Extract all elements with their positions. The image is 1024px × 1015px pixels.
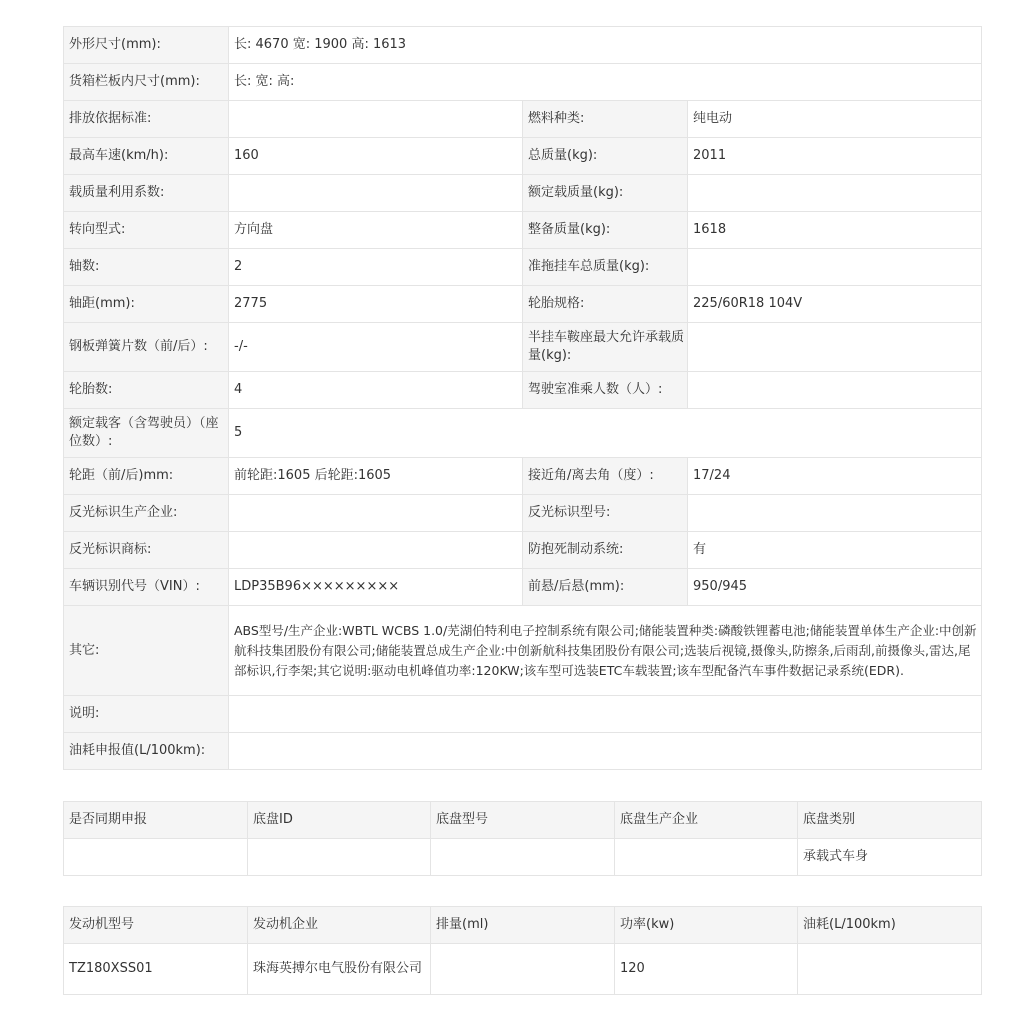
spec-value — [688, 372, 982, 409]
spec-row — [64, 495, 982, 532]
spec-row — [64, 249, 982, 286]
engine-header-cell: 油耗(L/100km) — [798, 907, 982, 944]
spec-label: 轴数: — [64, 249, 229, 286]
spec-label: 轮距（前/后)mm: — [64, 458, 229, 495]
spec-label: 轴距(mm): — [64, 286, 229, 323]
spec-value: 1618 — [688, 212, 982, 249]
fuel-value — [229, 733, 982, 770]
chassis-cell — [64, 839, 248, 876]
spec-row — [64, 175, 982, 212]
spec-label: 反光标识型号: — [523, 495, 688, 532]
spec-value — [229, 495, 523, 532]
chassis-table — [63, 801, 982, 876]
spec-row — [64, 101, 982, 138]
spec-label: 转向型式: — [64, 212, 229, 249]
engine-header-row — [64, 907, 982, 944]
chassis-cell — [615, 839, 798, 876]
spec-value: 有 — [688, 532, 982, 569]
spec-label: 最高车速(km/h): — [64, 138, 229, 175]
spec-value — [688, 249, 982, 286]
engine-cell — [798, 944, 982, 995]
other-value: ABS型号/生产企业:WBTL WCBS 1.0/芜湖伯特利电子控制系统有限公司;储能装置种类:磷酸铁锂蓄电池;储能装置单体生产企业:中创新航科技集团股份有限公司;储能装置总成生产企业:中创新航科技集团股份有限公司;选装后视镜,摄像头,防擦条,后雨刮,前摄像头,雷达,尾部标识,行李架;其它说明:驱动电机峰值功率:120KW;该车型可选装ETC车载装置;该车型配备汽车事件数据记录系统(EDR). — [229, 606, 982, 696]
spec-value — [688, 175, 982, 212]
spec-value: 4 — [229, 372, 523, 409]
cargo-label: 货箱栏板内尺寸(mm): — [64, 64, 229, 101]
engine-row — [64, 944, 982, 995]
spec-label: 驾驶室准乘人数（人）: — [523, 372, 688, 409]
spec-value: LDP35B96××××××××× — [229, 569, 523, 606]
chassis-header-cell: 底盘类别 — [798, 802, 982, 839]
spec-value: 950/945 — [688, 569, 982, 606]
spec-value: 前轮距:1605 后轮距:1605 — [229, 458, 523, 495]
spec-label: 载质量利用系数: — [64, 175, 229, 212]
dimensions-label: 外形尺寸(mm): — [64, 27, 229, 64]
seats-value: 5 — [229, 409, 982, 458]
spec-label: 前悬/后悬(mm): — [523, 569, 688, 606]
spec-row — [64, 286, 982, 323]
spec-row-cargo — [64, 64, 982, 101]
engine-header-cell: 排量(ml) — [431, 907, 615, 944]
spec-label: 反光标识生产企业: — [64, 495, 229, 532]
chassis-row — [64, 839, 982, 876]
spec-row — [64, 569, 982, 606]
dimensions-value: 长: 4670 宽: 1900 高: 1613 — [229, 27, 982, 64]
spec-value: 纯电动 — [688, 101, 982, 138]
note-label: 说明: — [64, 696, 229, 733]
spec-value: 17/24 — [688, 458, 982, 495]
chassis-header-cell: 底盘型号 — [431, 802, 615, 839]
spec-label: 额定载质量(kg): — [523, 175, 688, 212]
spec-label: 防抱死制动系统: — [523, 532, 688, 569]
spec-row-dimensions — [64, 27, 982, 64]
spec-value — [688, 323, 982, 372]
engine-cell — [431, 944, 615, 995]
spec-value — [229, 101, 523, 138]
spec-row-note — [64, 696, 982, 733]
spec-row — [64, 212, 982, 249]
spec-label: 排放依据标准: — [64, 101, 229, 138]
chassis-header-row — [64, 802, 982, 839]
engine-cell: 珠海英搏尔电气股份有限公司 — [248, 944, 431, 995]
note-value — [229, 696, 982, 733]
spec-label: 轮胎数: — [64, 372, 229, 409]
spec-label: 反光标识商标: — [64, 532, 229, 569]
spec-row — [64, 458, 982, 495]
chassis-header-cell: 底盘生产企业 — [615, 802, 798, 839]
spec-value: 2011 — [688, 138, 982, 175]
spec-label: 轮胎规格: — [523, 286, 688, 323]
spec-label: 半挂车鞍座最大允许承载质量(kg): — [523, 323, 688, 372]
spec-value — [688, 495, 982, 532]
spec-label: 准拖挂车总质量(kg): — [523, 249, 688, 286]
spec-row — [64, 372, 982, 409]
spec-row — [64, 532, 982, 569]
spec-label: 车辆识别代号（VIN）: — [64, 569, 229, 606]
engine-cell: 120 — [615, 944, 798, 995]
cargo-value: 长: 宽: 高: — [229, 64, 982, 101]
chassis-header-cell: 底盘ID — [248, 802, 431, 839]
seats-label: 额定载客（含驾驶员）（座位数）: — [64, 409, 229, 458]
spec-label: 钢板弹簧片数（前/后）: — [64, 323, 229, 372]
engine-header-cell: 发动机型号 — [64, 907, 248, 944]
other-label: 其它: — [64, 606, 229, 696]
spec-value: 225/60R18 104V — [688, 286, 982, 323]
spec-value: -/- — [229, 323, 523, 372]
chassis-header-cell: 是否同期申报 — [64, 802, 248, 839]
spec-row — [64, 138, 982, 175]
spec-value: 160 — [229, 138, 523, 175]
spec-row — [64, 323, 982, 372]
engine-cell: TZ180XSS01 — [64, 944, 248, 995]
chassis-cell — [248, 839, 431, 876]
chassis-cell — [431, 839, 615, 876]
spec-row-fuel — [64, 733, 982, 770]
spec-value: 2775 — [229, 286, 523, 323]
spec-value — [229, 532, 523, 569]
engine-table — [63, 906, 982, 995]
spec-row-other — [64, 606, 982, 696]
vehicle-spec-table — [63, 26, 982, 770]
spec-value — [229, 175, 523, 212]
spec-value: 2 — [229, 249, 523, 286]
engine-header-cell: 发动机企业 — [248, 907, 431, 944]
spec-value: 方向盘 — [229, 212, 523, 249]
spec-label: 总质量(kg): — [523, 138, 688, 175]
fuel-label: 油耗申报值(L/100km): — [64, 733, 229, 770]
spec-row-seats — [64, 409, 982, 458]
engine-header-cell: 功率(kw) — [615, 907, 798, 944]
chassis-cell: 承载式车身 — [798, 839, 982, 876]
spec-label: 整备质量(kg): — [523, 212, 688, 249]
spec-label: 接近角/离去角（度）: — [523, 458, 688, 495]
spec-label: 燃料种类: — [523, 101, 688, 138]
